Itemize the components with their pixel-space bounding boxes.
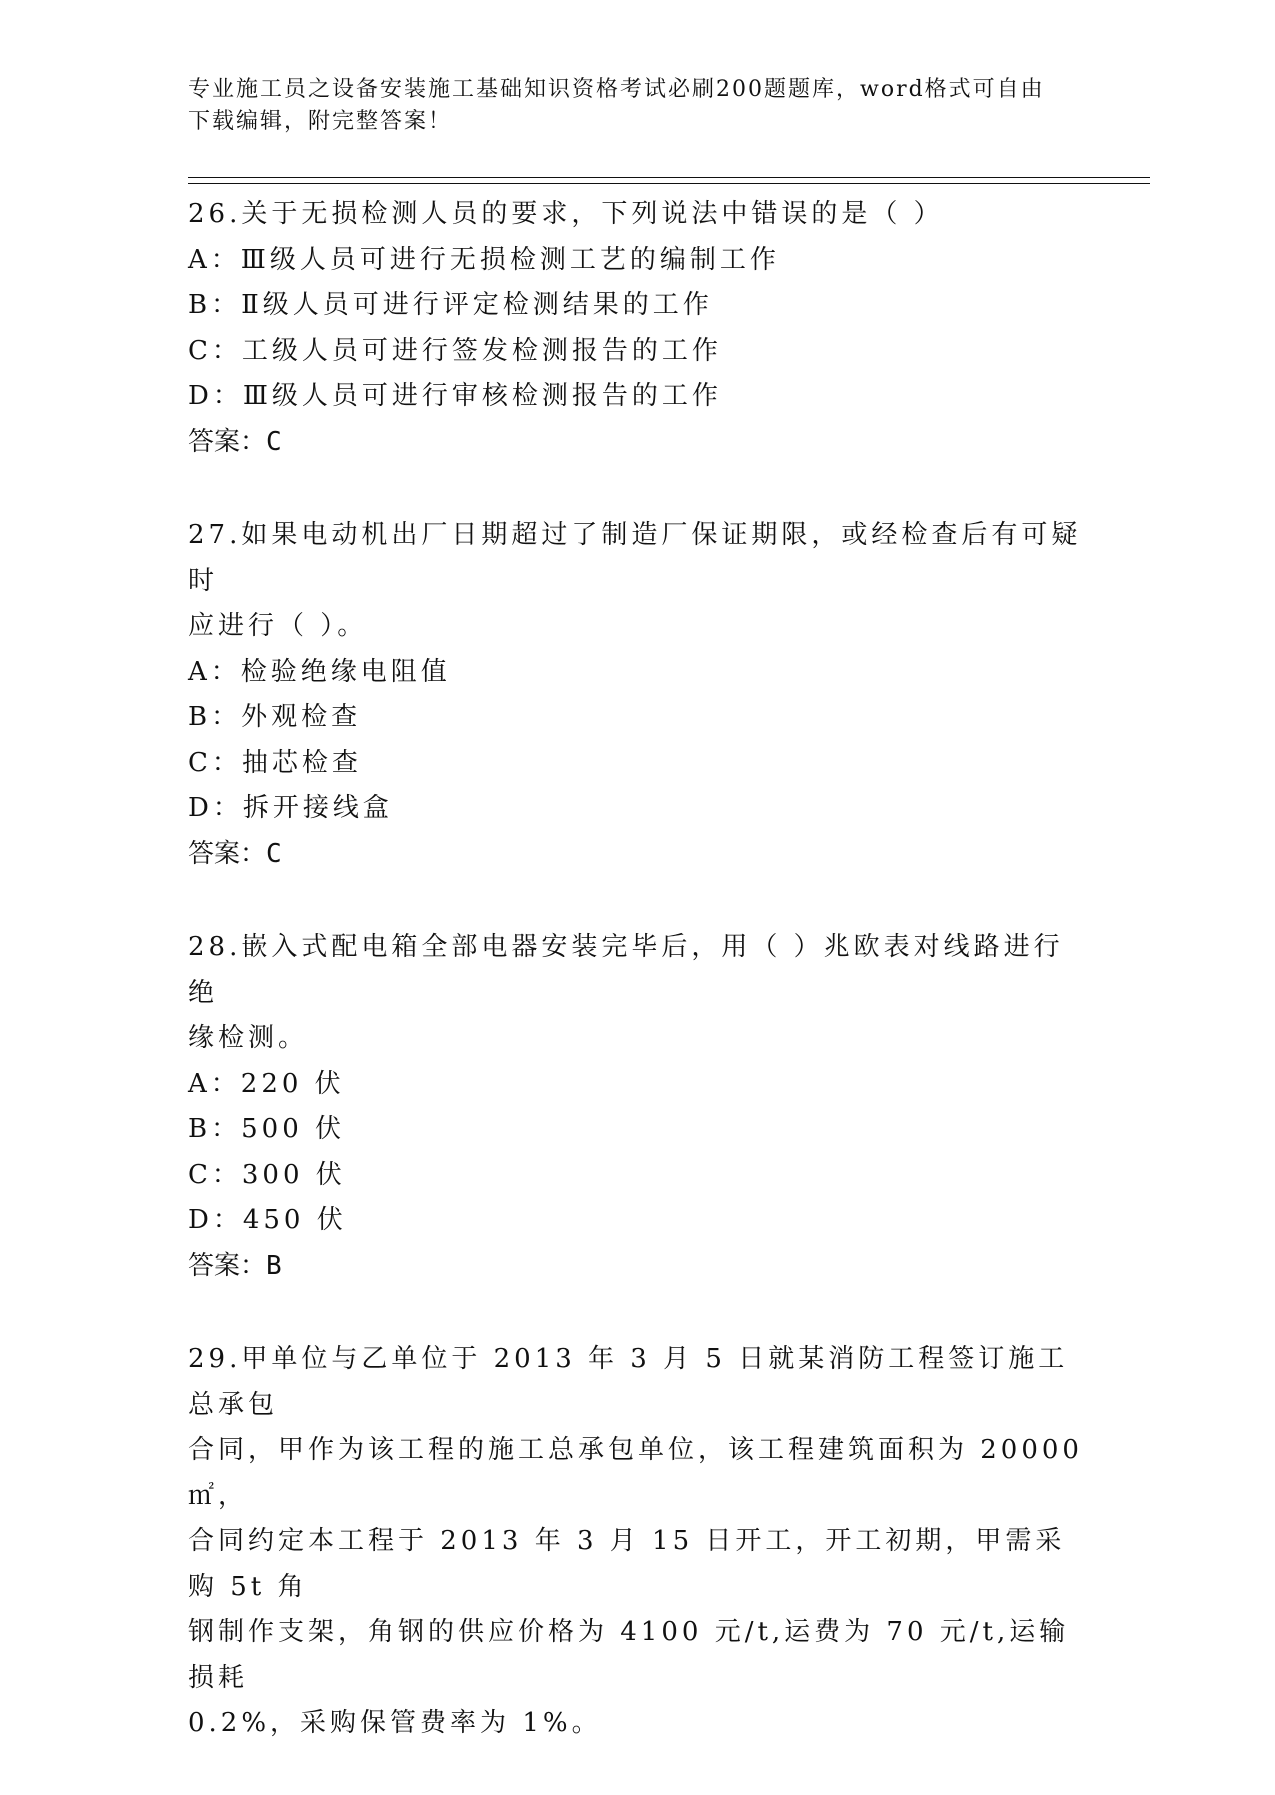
- question-text: 0.2%，采购保管费率为 1%。: [188, 1708, 602, 1738]
- answer-value: B: [266, 1250, 282, 1281]
- question-text: 钢制作支架，角钢的供应价格为 4100 元/t,运费为 70 元/t,运输损耗: [188, 1617, 1070, 1693]
- answer-line: [188, 420, 1088, 466]
- answer-label: 答案：: [188, 1250, 267, 1281]
- header-divider-top: [188, 177, 1150, 178]
- answer-label: 答案：: [188, 426, 267, 457]
- question-text: 应进行（ ）。: [188, 611, 368, 641]
- option-b: B：外观检查: [188, 702, 362, 732]
- option-b: B：Ⅱ级人员可进行评定检测结果的工作: [188, 290, 713, 320]
- question-26: [188, 192, 1088, 465]
- option-d: D：拆开接线盒: [188, 793, 393, 823]
- question-text: 缘检测。: [188, 1023, 309, 1053]
- option-a: A：220 伏: [188, 1068, 345, 1099]
- question-text: 26.关于无损检测人员的要求，下列说法中错误的是（ ）: [188, 199, 944, 229]
- question-27: [188, 513, 1088, 877]
- header-line-1: 专业施工员之设备安装施工基础知识资格考试必刷200题题库，word格式可自由: [188, 77, 1045, 102]
- option-c: C：300 伏: [188, 1159, 346, 1190]
- question-29: [188, 1337, 1088, 1747]
- option-a: A：检验绝缘电阻值: [188, 656, 451, 687]
- header-divider-bottom: [188, 183, 1150, 184]
- answer-value: C: [266, 426, 282, 457]
- option-c: C：工级人员可进行签发检测报告的工作: [188, 335, 722, 366]
- option-d: D：Ⅲ级人员可进行审核检测报告的工作: [188, 381, 722, 411]
- option-c: C：抽芯检查: [188, 747, 362, 778]
- answer-line: [188, 832, 1088, 878]
- header-line-2: 下载编辑，附完整答案！: [188, 109, 453, 134]
- question-text: 合同，甲作为该工程的施工总承包单位，该工程建筑面积为 20000㎡，: [188, 1435, 1083, 1511]
- question-28: [188, 925, 1088, 1289]
- answer-value: C: [266, 838, 282, 869]
- question-text: 28.嵌入式配电箱全部电器安装完毕后，用（ ）兆欧表对线路进行绝: [188, 932, 1064, 1008]
- option-d: D：450 伏: [188, 1205, 347, 1235]
- question-list: [188, 192, 1088, 1795]
- option-b: B：500 伏: [188, 1114, 345, 1144]
- answer-line: [188, 1244, 1088, 1290]
- question-text: 27.如果电动机出厂日期超过了制造厂保证期限，或经检查后有可疑时: [188, 520, 1082, 596]
- question-text: 29.甲单位与乙单位于 2013 年 3 月 5 日就某消防工程签订施工总承包: [188, 1344, 1069, 1420]
- document-header: [188, 74, 1068, 138]
- question-text: 合同约定本工程于 2013 年 3 月 15 日开工，开工初期，甲需采购 5t 角: [188, 1526, 1066, 1602]
- option-a: A：Ⅲ级人员可进行无损检测工艺的编制工作: [188, 244, 780, 275]
- answer-label: 答案：: [188, 838, 267, 869]
